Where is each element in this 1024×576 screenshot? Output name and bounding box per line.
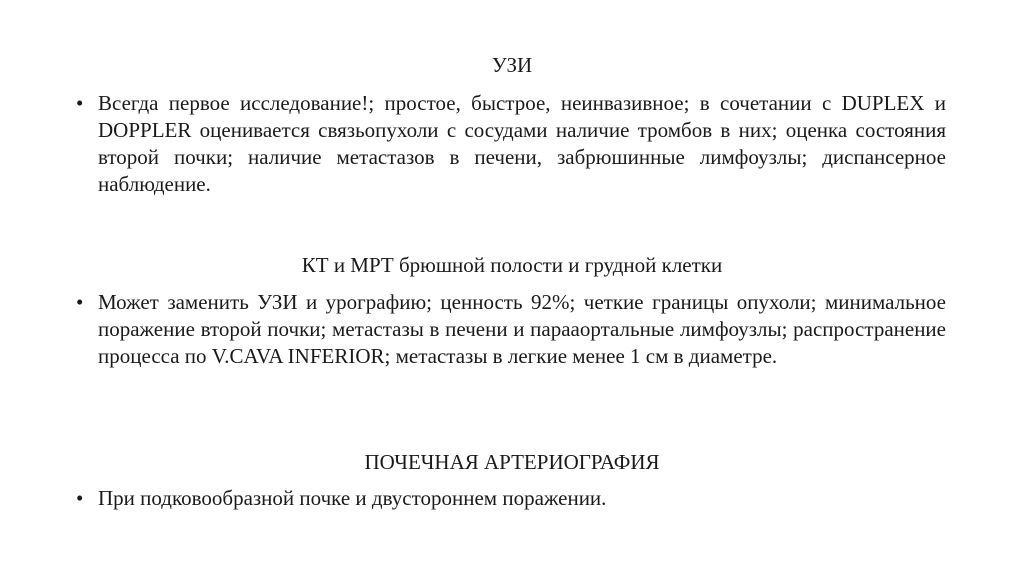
bullet-icon: • [76,290,84,314]
section-heading-ct-mri: КТ и МРТ брюшной полости и грудной клетки [301,253,723,277]
bullet-icon: • [76,91,84,115]
bullet-item [74,90,946,198]
bullet-text: При подковообразной почке и двустороннем поражении. [98,486,607,510]
bullet-list-arteriography [74,485,946,512]
bullet-text: Может заменить УЗИ и урографию; ценность 92%; четкие границы опухоли; минимальное поражение второй почки; метастазы в печени и параaортальные лимфоузлы; распространение процесса по V.CAVA INFERIOR; метастазы в легкие менее 1 см в диаметре. [98,290,946,368]
bullet-icon: • [76,486,84,510]
bullet-text: Всегда первое исследование!; простое, быстрое, неинвазивное; в сочетании с DUPLEX и DOPPLER оценивается связьопухоли с сосудами наличие тромбов в них; оценка состояния второй почки; наличие метастазов в печени, забрюшинные лимфоузлы; диспансерное наблюдение. [98,91,946,196]
bullet-item [74,289,946,370]
section-heading-arteriography: ПОЧЕЧНАЯ АРТЕРИОГРАФИЯ [364,450,660,474]
section-heading-uzi: УЗИ [491,53,533,77]
bullet-list-uzi [74,90,946,198]
bullet-item [74,485,946,512]
bullet-list-ct-mri [74,289,946,370]
